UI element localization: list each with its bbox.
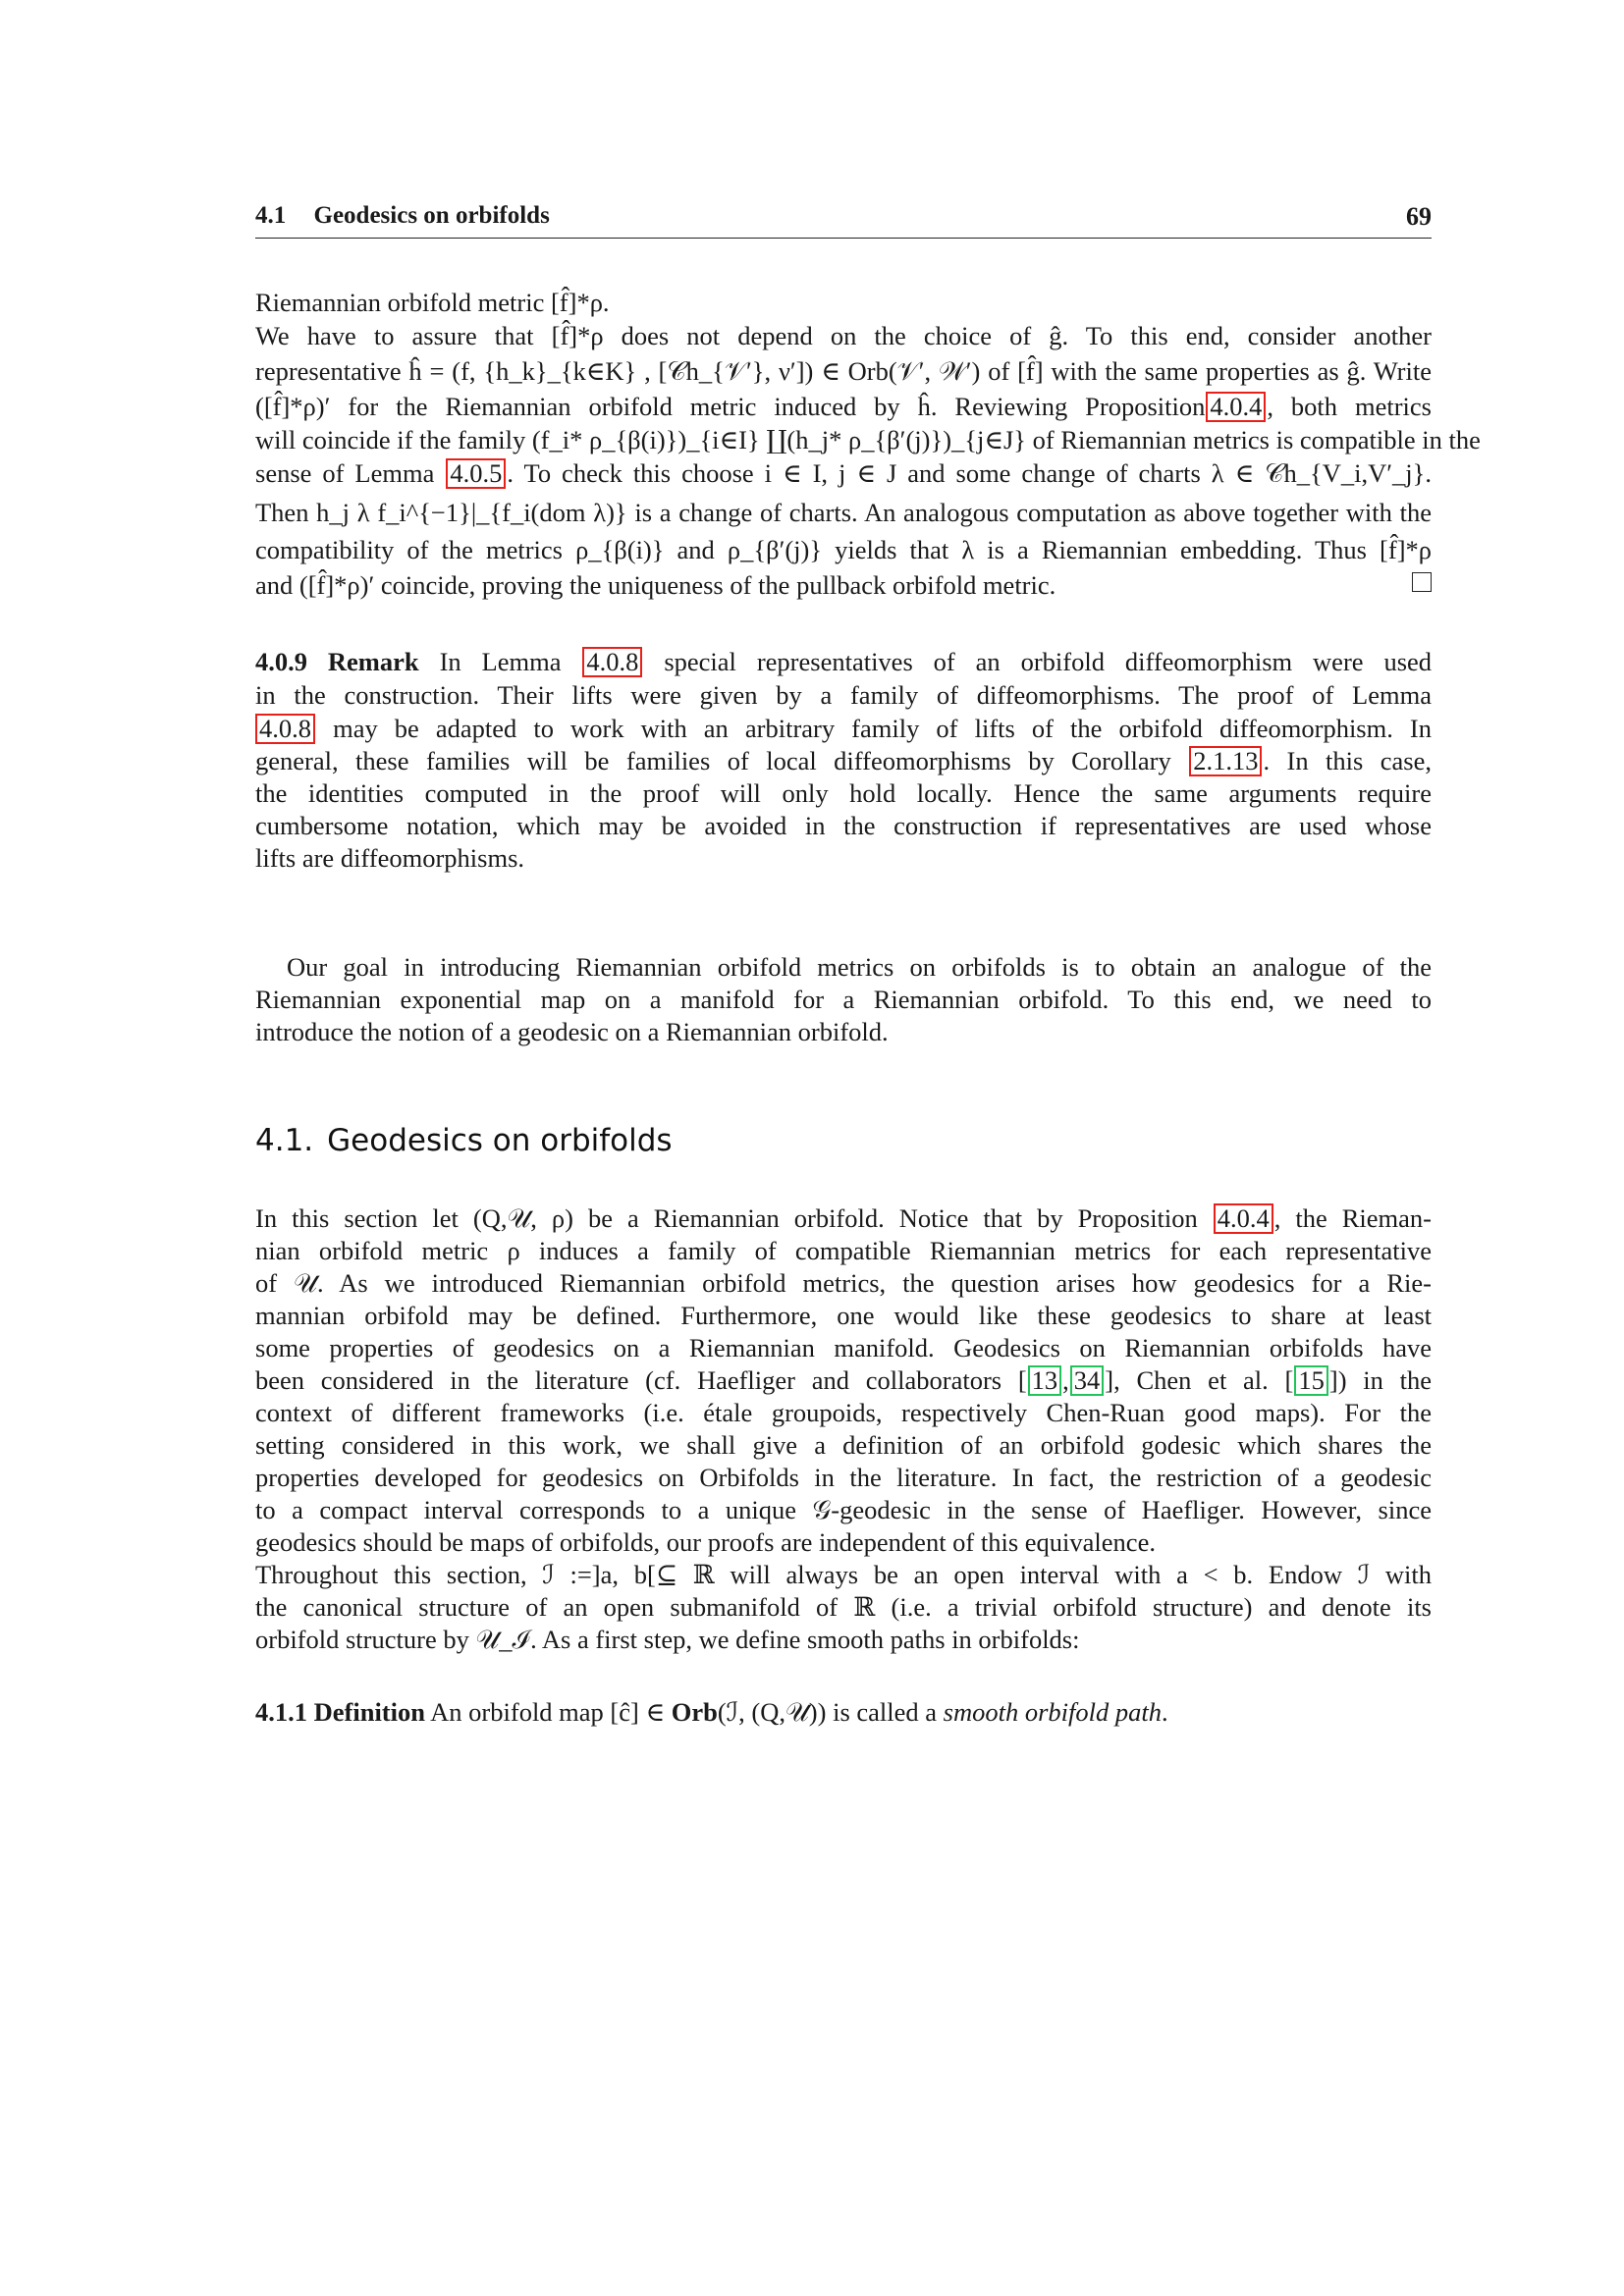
- ref-link-proposition-404[interactable]: 4.0.4: [1214, 1203, 1273, 1234]
- body-line-6-text-c: ) in the: [1337, 1365, 1433, 1395]
- running-header-section: [255, 202, 550, 230]
- definition-text-c: .: [1161, 1697, 1168, 1727]
- remark-line-2: in the construction. Their lifts were given by a family of diffeomorphisms. The proof of Lemma: [255, 680, 1432, 710]
- remark-line-3: [255, 713, 1432, 745]
- qed-box-icon: [1412, 572, 1432, 592]
- definition-label: 4.1.1 Definition: [255, 1697, 425, 1727]
- body-line-13: the canonical structure of an open submanifold of ℝ (i.e. a trivial orbifold structure) and denote its: [255, 1592, 1432, 1622]
- remark-line-3-text: may be adapted to work with an arbitrary family of lifts of the orbifold diffeomorphism. In: [333, 714, 1433, 743]
- proof-line-4-text-b: , both metrics: [1267, 392, 1432, 421]
- definition-text-a: An orbifold map [ĉ] ∈: [430, 1697, 666, 1727]
- header-section-title: Geodesics on orbifolds: [313, 202, 550, 229]
- remark-line-1-text-a: In Lemma: [439, 647, 562, 676]
- ref-link-lemma-408[interactable]: 4.0.8: [582, 647, 642, 677]
- ref-link-lemma[interactable]: 4.0.5: [446, 458, 506, 489]
- remark-line-7: lifts are diffeomorphisms.: [255, 843, 525, 873]
- section-heading: [255, 1123, 673, 1158]
- remark-line-4: [255, 745, 1432, 777]
- proof-line-9-text: and ([f̂]*ρ)′ coincide, proving the uniqueness of the pullback orbifold metric.: [255, 570, 1056, 600]
- page-number: 69: [1406, 202, 1432, 231]
- remark-line-1: [255, 646, 1432, 678]
- ref-link-corollary[interactable]: 2.1.13: [1189, 746, 1262, 776]
- intro-line-1: Our goal in introducing Riemannian orbifold metrics on orbifolds is to obtain an analogue of the: [287, 952, 1432, 982]
- remark-line-4-text-a: general, these families will be families of local diffeomorphisms by Corollary: [255, 746, 1171, 775]
- remark-line-6: cumbersome notation, which may be avoided in the construction if representatives are used whose: [255, 811, 1432, 840]
- proof-line-2: We have to assure that [f̂]*ρ does not depend on the choice of ĝ. To this end, consider another: [255, 321, 1432, 350]
- body-line-1: [255, 1202, 1432, 1235]
- proof-line-6: [255, 457, 1432, 490]
- definition-orb: Orb: [671, 1697, 718, 1727]
- body-line-5: some properties of geodesics on a Riemannian manifold. Geodesics on Riemannian orbifolds have: [255, 1333, 1432, 1362]
- proof-line-6-text-a: sense of Lemma: [255, 458, 435, 488]
- intro-line-3: introduce the notion of a geodesic on a Riemannian orbifold.: [255, 1017, 889, 1046]
- body-line-1-text-b: , the Rieman-: [1273, 1203, 1433, 1233]
- proof-line-9: [255, 569, 1432, 602]
- ref-link-proposition[interactable]: 4.0.4: [1206, 392, 1266, 422]
- body-line-6: been considered in the literature (cf. Haefliger and collaborators [ 13 , 34 ], Chen et al. [ 15 ]) in the: [255, 1365, 1433, 1395]
- definition-line: [255, 1696, 1432, 1729]
- proof-line-8: compatibility of the metrics ρ_{β(i)} and ρ_{β′(j)} yields that λ is a Riemannian embedding. Thus [f̂]*ρ: [255, 535, 1432, 564]
- ref-link-lemma-408-b[interactable]: 4.0.8: [255, 714, 315, 744]
- body-line-6-text-a: been considered in the literature (cf. Haefliger and collaborators: [255, 1365, 1002, 1395]
- proof-line-5: will coincide if the family (f_i* ρ_{β(i)})_{i∈I} ∐(h_j* ρ_{β′(j)})_{j∈J} of Riemannian metrics is compatible in the: [255, 425, 1481, 454]
- section-number: 4.1.: [255, 1123, 314, 1158]
- body-line-1-text-a: In this section let (Q,𝒰, ρ) be a Riemannian orbifold. Notice that by Proposition: [255, 1203, 1198, 1233]
- body-line-7: context of different frameworks (i.e. étale groupoids, respectively Chen-Ruan good maps). For the: [255, 1398, 1432, 1427]
- proof-line-1: Riemannian orbifold metric [f̂]*ρ.: [255, 288, 610, 317]
- proof-line-4: [255, 391, 1432, 423]
- remark-line-4-text-b: . In this case,: [1263, 746, 1432, 775]
- citation-link-15[interactable]: 15: [1294, 1365, 1328, 1396]
- body-line-12: Throughout this section, ℐ :=]a, b[⊆ ℝ will always be an open interval with a < b. Endow ℐ with: [255, 1560, 1432, 1589]
- header-section-number: 4.1: [255, 202, 287, 229]
- remark-label: 4.0.9 Remark: [255, 647, 419, 676]
- remark-line-1-text-b: special representatives of an orbifold diffeomorphism were used: [664, 647, 1433, 676]
- section-title: Geodesics on orbifolds: [327, 1123, 673, 1158]
- intro-line-2: Riemannian exponential map on a manifold for a Riemannian orbifold. To this end, we need to: [255, 985, 1432, 1014]
- proof-line-4-text-a: ([f̂]*ρ)′ for the Riemannian orbifold metric induced by ĥ. Reviewing Proposition: [255, 392, 1206, 421]
- body-line-9: properties developed for geodesics on Orbifolds in the literature. In fact, the restriction of a geodesic: [255, 1463, 1432, 1492]
- body-line-10: to a compact interval corresponds to a unique 𝒢-geodesic in the sense of Haefliger. However, since: [255, 1495, 1432, 1524]
- body-line-2: nian orbifold metric ρ induces a family of compatible Riemannian metrics for each representative: [255, 1236, 1432, 1265]
- remark-line-5: the identities computed in the proof will only hold locally. Hence the same arguments require: [255, 778, 1432, 808]
- definition-term: smooth orbifold path: [943, 1697, 1162, 1727]
- body-line-3: of 𝒰. As we introduced Riemannian orbifold metrics, the question arises how geodesics for a Rie-: [255, 1268, 1432, 1298]
- proof-line-6-text-b: . To check this choose i ∈ I, j ∈ J and some change of charts λ ∈ 𝒞h_{V_i,V′_j}.: [507, 458, 1432, 488]
- body-line-11: geodesics should be maps of orbifolds, our proofs are independent of this equivalence.: [255, 1527, 1156, 1557]
- proof-line-7: Then h_j λ f_i^{−1}|_{f_i(dom λ)} is a change of charts. An analogous computation as above together with the: [255, 498, 1432, 527]
- body-line-8: setting considered in this work, we shall give a definition of an orbifold godesic which shares the: [255, 1430, 1432, 1460]
- body-line-6-text-b: , Chen et al.: [1113, 1365, 1269, 1395]
- citation-link-13[interactable]: 13: [1028, 1365, 1062, 1396]
- proof-line-3: representative ĥ = (f, {h_k}_{k∈K} , [𝒞h_{𝒱′}, ν′]) ∈ Orb(𝒱′, 𝒲′) of [f̂] with the same properties as ĝ. Write: [255, 356, 1432, 386]
- running-header: [255, 198, 1432, 239]
- body-line-14: orbifold structure by 𝒰_ℐ. As a first step, we define smooth paths in orbifolds:: [255, 1625, 1080, 1654]
- citation-link-34[interactable]: 34: [1070, 1365, 1105, 1396]
- body-line-4: mannian orbifold may be defined. Furthermore, one would like these geodesics to share at least: [255, 1301, 1432, 1330]
- definition-text-b: (ℐ, (Q,𝒰)) is called a: [717, 1697, 938, 1727]
